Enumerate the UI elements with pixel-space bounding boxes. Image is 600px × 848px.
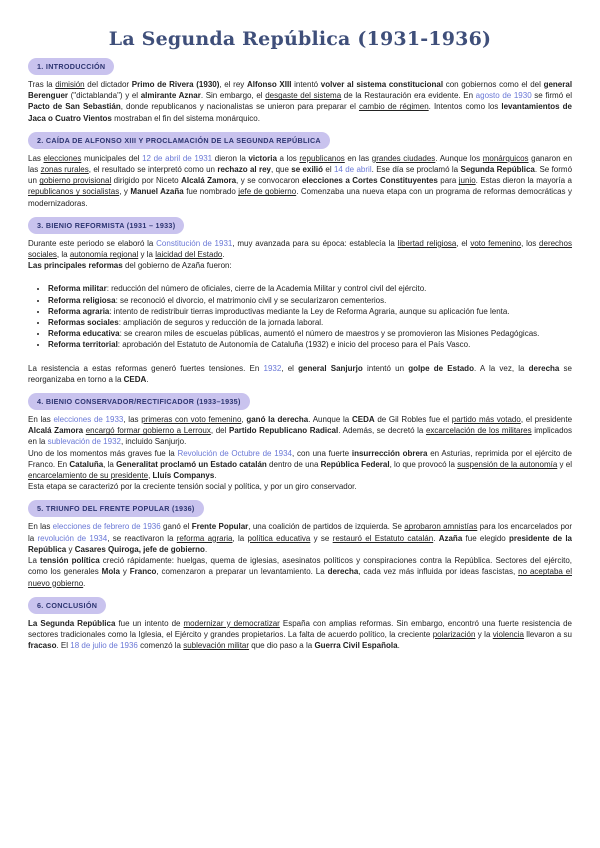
list-item [48, 306, 572, 317]
text-run: Durante este periodo se elaboró la [28, 238, 157, 248]
text-run: , los [521, 238, 540, 248]
text-run: Constitución de 1931 [156, 238, 233, 248]
paragraph [28, 521, 572, 555]
text-run: intentó un [362, 363, 409, 373]
text-run: . [433, 533, 439, 543]
section-frente-popular [28, 492, 572, 588]
text-run: se exilió [291, 165, 324, 175]
text-run: , muy avanzada para su época: establecía la [232, 238, 398, 248]
text-run: ("dictablanda") y el [68, 91, 141, 101]
text-run: suspensión de la autonomía [457, 459, 558, 469]
text-run: Revolución de Octubre de 1934 [177, 448, 292, 458]
text-run: . Sin embargo, el [200, 91, 266, 101]
text-run: Las [28, 153, 44, 163]
text-run: Partido Republicano Radical [228, 426, 339, 436]
text-run: intentó [291, 80, 321, 89]
text-run: violencia [492, 629, 524, 639]
text-run: dentro de una [266, 459, 321, 469]
text-run: a los [276, 153, 300, 163]
text-run: fracaso [28, 641, 57, 651]
text-run: el [323, 165, 334, 175]
text-run: Cataluña [69, 459, 104, 469]
text-run: tensión política [40, 556, 100, 566]
text-run: , [148, 471, 153, 481]
text-run: y el [557, 459, 572, 469]
text-run: En las [28, 522, 53, 532]
text-run: Franco [129, 567, 157, 577]
text-run: ganó la derecha [246, 415, 309, 425]
text-run: Uno de los momentos más graves fue la [28, 448, 178, 458]
text-run: del gobierno de Azaña fueron: [122, 261, 232, 271]
text-run: elecciones de 1933 [53, 415, 124, 425]
text-run: Guerra Civil Española [314, 641, 398, 651]
text-run: 1932 [263, 363, 282, 373]
text-run: golpe de Estado [408, 363, 474, 373]
section-conclusion [28, 589, 572, 652]
text-run: dirigido por Niceto [111, 176, 182, 186]
text-run: derechos sociales [28, 238, 572, 260]
text-run: grandes ciudades [371, 153, 436, 163]
text-run: implicados en la [28, 426, 573, 447]
text-run: modernizar y democratizar [183, 618, 280, 628]
text-run: Reforma educativa [48, 329, 120, 339]
text-run: , incluido Sanjurjo. [120, 437, 187, 447]
text-run: almirante Aznar [140, 91, 201, 101]
text-run: laicidad del Estado [155, 250, 223, 260]
text-run: : aprobación del Estatuto de Autonomía de Cataluña (1932) e inicio del proceso para el País Vasco. [117, 340, 471, 350]
text-run: autonomía regional [69, 250, 139, 260]
text-run: CEDA [351, 415, 375, 425]
text-run: Frente Popular [191, 522, 249, 532]
text-run: , la [56, 250, 70, 260]
text-run: creció rápidamente: huelgas, quema de iglesias, asesinatos políticos y conspiraciones contra la República. Sectores del ejército, como los generales [28, 556, 573, 577]
text-run: Azaña [438, 533, 463, 543]
text-run: gobierno provisional [39, 176, 112, 186]
text-run: dieron la [212, 153, 249, 163]
text-run: y la [138, 250, 156, 260]
text-run: CEDA [123, 374, 147, 384]
text-run: y [119, 567, 130, 577]
text-run: republicanos [299, 153, 345, 163]
paragraph [28, 414, 572, 448]
text-run: y se [310, 533, 333, 543]
page-title: La Segunda República (1931-1936) [108, 28, 492, 50]
text-run: Reforma militar [48, 284, 107, 294]
text-run: Primo de Rivera (1930) [131, 80, 220, 89]
text-run: derecha [528, 363, 560, 373]
text-run: 12 de abril de 1931 [142, 153, 213, 163]
text-run: encargó formar gobierno a Lerroux [85, 426, 211, 436]
text-run: Alfonso XIII [246, 80, 292, 89]
paragraph [28, 260, 572, 271]
text-run: . Ese día se proclamó la [371, 165, 461, 175]
text-run: jefe de gobierno [238, 187, 297, 197]
section-heading: 1. INTRODUCCIÓN [28, 58, 114, 75]
text-run: 14 de abril [333, 165, 372, 175]
text-run: municipales del [81, 153, 143, 163]
text-run: primeras con voto femenino [141, 415, 242, 425]
text-run: Lluís Companys [152, 471, 215, 481]
text-run: En las [28, 415, 54, 425]
text-run: general Sanjurjo [298, 363, 363, 373]
text-run: aprobaron amnistías [404, 522, 478, 532]
text-run: : se crearon miles de escuelas públicas, aumentó el número de maestros y se promovieron las Misiones Pedagógicas. [119, 329, 540, 339]
text-run: , la [103, 459, 117, 469]
text-run: Alcalá Zamora [28, 426, 84, 436]
paragraph [28, 79, 572, 124]
text-run: insurrección obrera [351, 448, 428, 458]
text-run: La resistencia a estas reformas generó fuertes tensiones. En [28, 363, 264, 373]
text-run: , y se convocaron [236, 176, 302, 186]
text-run: Las principales reformas [28, 261, 123, 271]
text-run: . Intentos como los [428, 102, 502, 112]
text-run: , la [232, 533, 248, 543]
list-item [48, 283, 572, 294]
text-run: de la Restauración era evidente. En [341, 91, 476, 101]
text-run: Manuel Azaña [130, 187, 184, 197]
text-run: Esta etapa se caracterizó por la creciente tensión social y política, y por un giro conservador. [28, 482, 357, 492]
section-heading: 2. CAÍDA DE ALFONSO XIII Y PROCLAMACIÓN DE LA SEGUNDA REPÚBLICA [28, 132, 330, 149]
text-run: , que [271, 165, 292, 175]
text-run: , cada vez más influida por ideas fascistas, [358, 567, 519, 577]
section-heading: 4. BIENIO CONSERVADOR/RECTIFICADOR (1933–1935) [28, 393, 250, 410]
text-run: presidente de la República [28, 533, 573, 554]
text-run: , el rey [219, 80, 247, 89]
text-run: , las [123, 415, 142, 425]
text-run: libertad religiosa [397, 238, 457, 248]
text-run: desgaste del sistema [265, 91, 342, 101]
text-run: , lo que provocó la [389, 459, 458, 469]
text-run: fue elegido [462, 533, 509, 543]
text-run: que dio paso a la [249, 641, 315, 651]
text-run: , el [456, 238, 471, 248]
text-run: victoria [248, 153, 277, 163]
text-run: republicanos y socialistas [28, 187, 120, 197]
section-heading: 3. BIENIO REFORMISTA (1931 – 1933) [28, 217, 184, 234]
paragraph [28, 153, 572, 209]
text-run: en las [344, 153, 372, 163]
text-run: para [437, 176, 459, 186]
text-run: . [83, 578, 86, 588]
text-run: mostraban el fin del sistema monárquico. [111, 113, 260, 123]
text-run: y [66, 544, 75, 554]
text-run: con gobiernos como el del [443, 80, 544, 89]
text-run: . Aunque la [308, 415, 352, 425]
text-run: . A la vez, la [473, 363, 529, 373]
text-run: . Comenzaba una nueva etapa con un programa de reformas democráticas y modernizadoras. [28, 187, 573, 208]
text-run: volver al sistema constitucional [320, 80, 444, 89]
text-run: : se reconoció el divorcio, el matrimonio civil y se secularizaron cementerios. [115, 295, 387, 305]
list-item [48, 295, 572, 306]
text-run: : intento de redistribuir tierras improductivas mediante la Ley de Reforma Agraria, aunque su aplicación fue lenta. [109, 306, 510, 316]
text-run: del dictador [84, 80, 132, 89]
text-run: República Federal [320, 459, 390, 469]
text-run: La [28, 556, 41, 566]
text-run: , se reactivaron la [107, 533, 177, 543]
text-run: dimisión [55, 80, 85, 89]
text-run: : ampliación de seguros y reducción de la jornada laboral. [118, 318, 324, 328]
text-run: junio [458, 176, 476, 186]
list-item [48, 339, 572, 350]
paragraph [28, 363, 572, 385]
text-run: fue nombrado [183, 187, 239, 197]
text-run: , el resultado se interpretó como un [88, 165, 218, 175]
text-run: encarcelamiento de su presidente [28, 471, 149, 481]
text-run: . [397, 641, 400, 651]
section-caida-alfonso [28, 124, 572, 209]
text-run: Segunda República [460, 165, 535, 175]
text-run: excarcelación de los militares [425, 426, 532, 436]
text-run: polarización [432, 629, 476, 639]
paragraph [28, 448, 572, 482]
text-run: Alcalá Zamora [181, 176, 237, 186]
text-run: comenzó la [137, 641, 184, 651]
section-heading: 6. CONCLUSIÓN [28, 597, 106, 614]
text-run: Reformas sociales [48, 318, 119, 328]
text-run: en Asturias, reprimida por el ejército de Franco. En [28, 448, 572, 469]
text-run: no aceptaba el nuevo gobierno [28, 567, 572, 588]
section-heading: 5. TRIUNFO DEL FRENTE POPULAR (1936) [28, 500, 204, 517]
text-run: levantamientos de Jaca o Cuatro Vientos [28, 102, 572, 123]
text-run: Reforma religiosa [48, 295, 116, 305]
text-run: general Berenguer [28, 80, 573, 101]
text-run: y la [475, 629, 493, 639]
text-run: Generalitat proclamó un Estado catalán [116, 459, 267, 469]
text-run: elecciones de febrero de 1936 [52, 522, 161, 532]
text-run: 18 de julio de 1936 [70, 641, 138, 651]
text-run: , y [119, 187, 131, 197]
text-run: Mola [101, 567, 120, 577]
text-run: de Gil Robles fue el [374, 415, 452, 425]
text-run: . Estas dieron la mayoría a [475, 176, 573, 186]
text-run: fue un intento de [115, 618, 184, 628]
list-item [48, 317, 572, 328]
text-run: , del [210, 426, 229, 436]
text-run: agosto de 1930 [475, 91, 532, 101]
text-run: Tras la [28, 80, 56, 89]
text-run: Reforma agraria [48, 306, 110, 316]
text-run: elecciones [43, 153, 82, 163]
text-run: La Segunda República [28, 618, 116, 628]
paragraph [28, 555, 572, 589]
text-run: se reorganizaba en torno a la [28, 363, 572, 384]
text-run: zonas rurales [40, 165, 89, 175]
text-run: . [204, 544, 208, 554]
text-run: , comenzaron a preparar un levantamiento. La [156, 567, 328, 577]
text-run: se firmó el [531, 91, 573, 101]
section-introduccion [28, 50, 572, 124]
text-run: reforma agraria [176, 533, 233, 543]
text-run: Casares Quiroga, jefe de gobierno [74, 544, 205, 554]
text-run: revolución de 1934 [37, 533, 108, 543]
section-bienio-conservador [28, 385, 572, 492]
text-run: , donde republicanos y nacionalistas se unieron para preparar el [120, 102, 359, 112]
paragraph [28, 618, 572, 652]
text-run: sublevación de 1932 [47, 437, 121, 447]
text-run: . Además, se decretó la [338, 426, 426, 436]
text-run: . Se formó un [28, 165, 573, 186]
text-run: restauró el Estatuto catalán [332, 533, 434, 543]
reform-list [28, 283, 572, 350]
text-run: . Aunque los [435, 153, 483, 163]
text-run: voto femenino [470, 238, 522, 248]
text-run: monárquicos [482, 153, 529, 163]
text-run: ganaron en las [28, 153, 573, 175]
text-run: , el presidente [520, 415, 573, 425]
text-run: sublevación militar [183, 641, 250, 651]
text-run: España con amplias reformas. Sin embargo, encontró una fuerte resistencia de sectores tradicionales como la Iglesia, el Ejército y grandes propietarios. La falta de acuerdo político, la creciente [28, 618, 573, 639]
text-run: , el [281, 363, 299, 373]
text-run: . [146, 374, 149, 384]
text-run: elecciones a Cortes Constituyentes [301, 176, 438, 186]
paragraph [28, 238, 572, 260]
text-run: cambio de régimen [358, 102, 429, 112]
text-run: . [222, 250, 225, 260]
text-run: , una coalición de partidos de izquierda. Se [248, 522, 405, 532]
text-run: . [214, 471, 217, 481]
text-run: : reducción del número de oficiales, cierre de la Academia Militar y control civil del ejército. [106, 284, 427, 294]
text-run: derecha [327, 567, 359, 577]
text-run: llevaron a su [523, 629, 572, 639]
list-item [48, 328, 572, 339]
text-run: para los encarcelados por la [28, 522, 573, 543]
text-run: , con una fuerte [292, 448, 352, 458]
paragraph [28, 481, 572, 492]
text-run: partido más votado [451, 415, 521, 425]
section-bienio-reformista [28, 209, 572, 385]
text-run: rechazo al rey [217, 165, 271, 175]
text-run: ganó el [160, 522, 192, 532]
text-run: Reforma territorial [48, 340, 118, 350]
text-run: Pacto de San Sebastián [28, 102, 121, 112]
text-run: . El [56, 641, 71, 651]
text-run: , [241, 415, 247, 425]
text-run: política educativa [247, 533, 311, 543]
